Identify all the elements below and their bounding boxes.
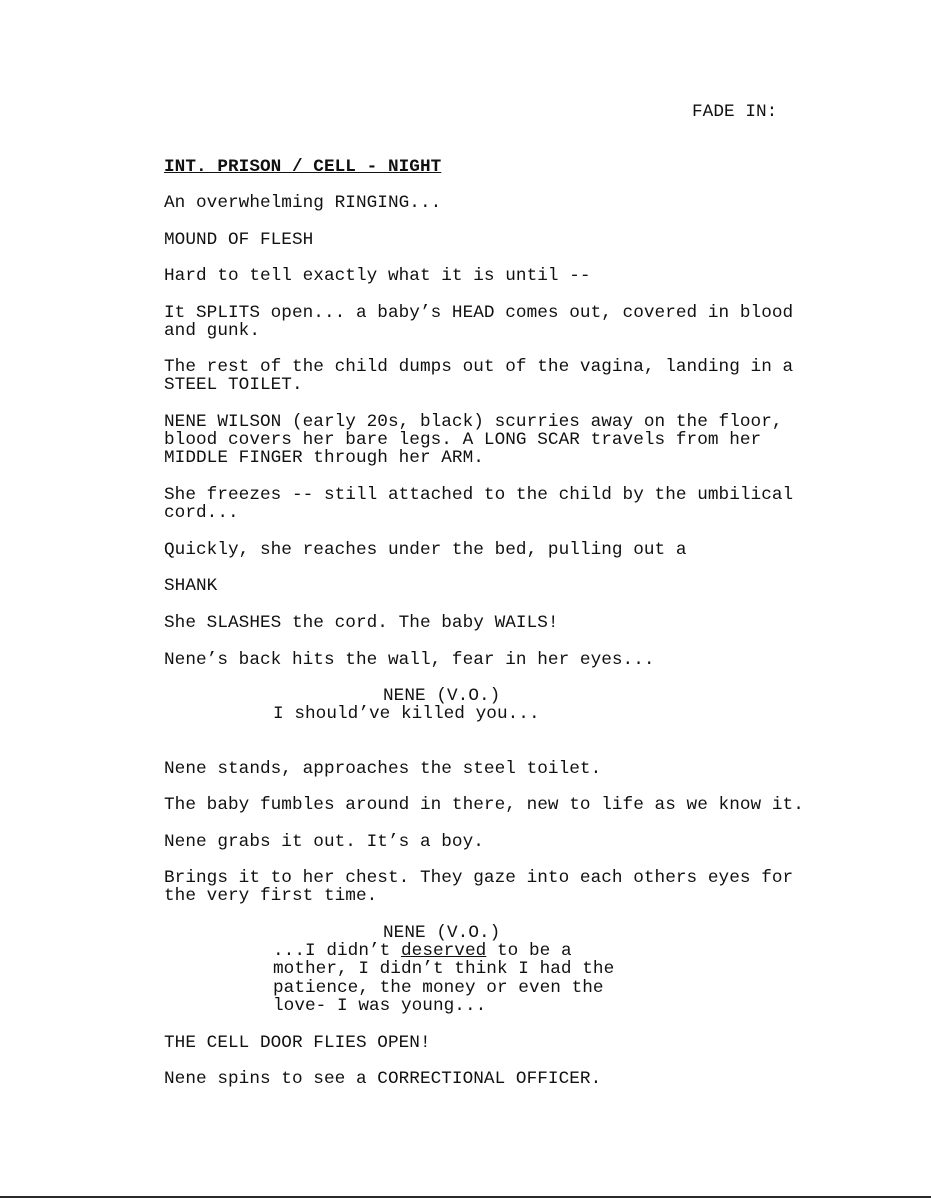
dialogue-line: patience, the money or even the bbox=[273, 978, 604, 998]
action-line: Nene’s back hits the wall, fear in her eyes... bbox=[164, 650, 655, 670]
action-line: An overwhelming RINGING... bbox=[164, 193, 442, 213]
action-line: THE CELL DOOR FLIES OPEN! bbox=[164, 1033, 431, 1053]
character-cue: NENE (V.O.) bbox=[383, 686, 501, 706]
underlined-word: deserved bbox=[400, 941, 487, 961]
dialogue-text: ...I didn’t bbox=[273, 941, 401, 961]
dialogue-text: to be a bbox=[486, 941, 572, 961]
action-line: Quickly, she reaches under the bed, pulling out a bbox=[164, 540, 687, 560]
character-cue: NENE (V.O.) bbox=[383, 923, 501, 943]
action-line: cord... bbox=[164, 503, 239, 523]
action-line: Nene spins to see a CORRECTIONAL OFFICER. bbox=[164, 1069, 602, 1089]
action-line: She freezes -- still attached to the child by the umbilical bbox=[164, 485, 794, 505]
transition: FADE IN: bbox=[692, 102, 778, 122]
action-line: Hard to tell exactly what it is until -- bbox=[164, 266, 591, 286]
action-line: Nene grabs it out. It’s a boy. bbox=[164, 832, 484, 852]
action-line: It SPLITS open... a baby’s HEAD comes out, covered in blood bbox=[164, 303, 794, 323]
action-line: STEEL TOILET. bbox=[164, 375, 303, 395]
action-line: MIDDLE FINGER through her ARM. bbox=[164, 448, 484, 468]
action-line: and gunk. bbox=[164, 321, 260, 341]
dialogue-line: I should’ve killed you... bbox=[273, 704, 540, 724]
action-line: Brings it to her chest. They gaze into each others eyes for bbox=[164, 868, 794, 888]
action-line: The baby fumbles around in there, new to life as we know it. bbox=[164, 795, 804, 815]
action-line: NENE WILSON (early 20s, black) scurries away on the floor, bbox=[164, 412, 783, 432]
action-line: MOUND OF FLESH bbox=[164, 230, 314, 250]
action-line: Nene stands, approaches the steel toilet. bbox=[164, 759, 602, 779]
dialogue-line bbox=[273, 942, 572, 960]
dialogue-line: mother, I didn’t think I had the bbox=[273, 959, 615, 979]
page-bottom-edge bbox=[0, 1196, 931, 1198]
dialogue-line: love- I was young... bbox=[273, 996, 487, 1016]
action-line: the very first time. bbox=[164, 886, 378, 906]
action-line: SHANK bbox=[164, 576, 218, 596]
action-line: The rest of the child dumps out of the vagina, landing in a bbox=[164, 357, 794, 377]
action-line: She SLASHES the cord. The baby WAILS! bbox=[164, 613, 559, 633]
scene-heading: INT. PRISON / CELL - NIGHT bbox=[164, 157, 442, 177]
action-line: blood covers her bare legs. A LONG SCAR travels from her bbox=[164, 430, 762, 450]
